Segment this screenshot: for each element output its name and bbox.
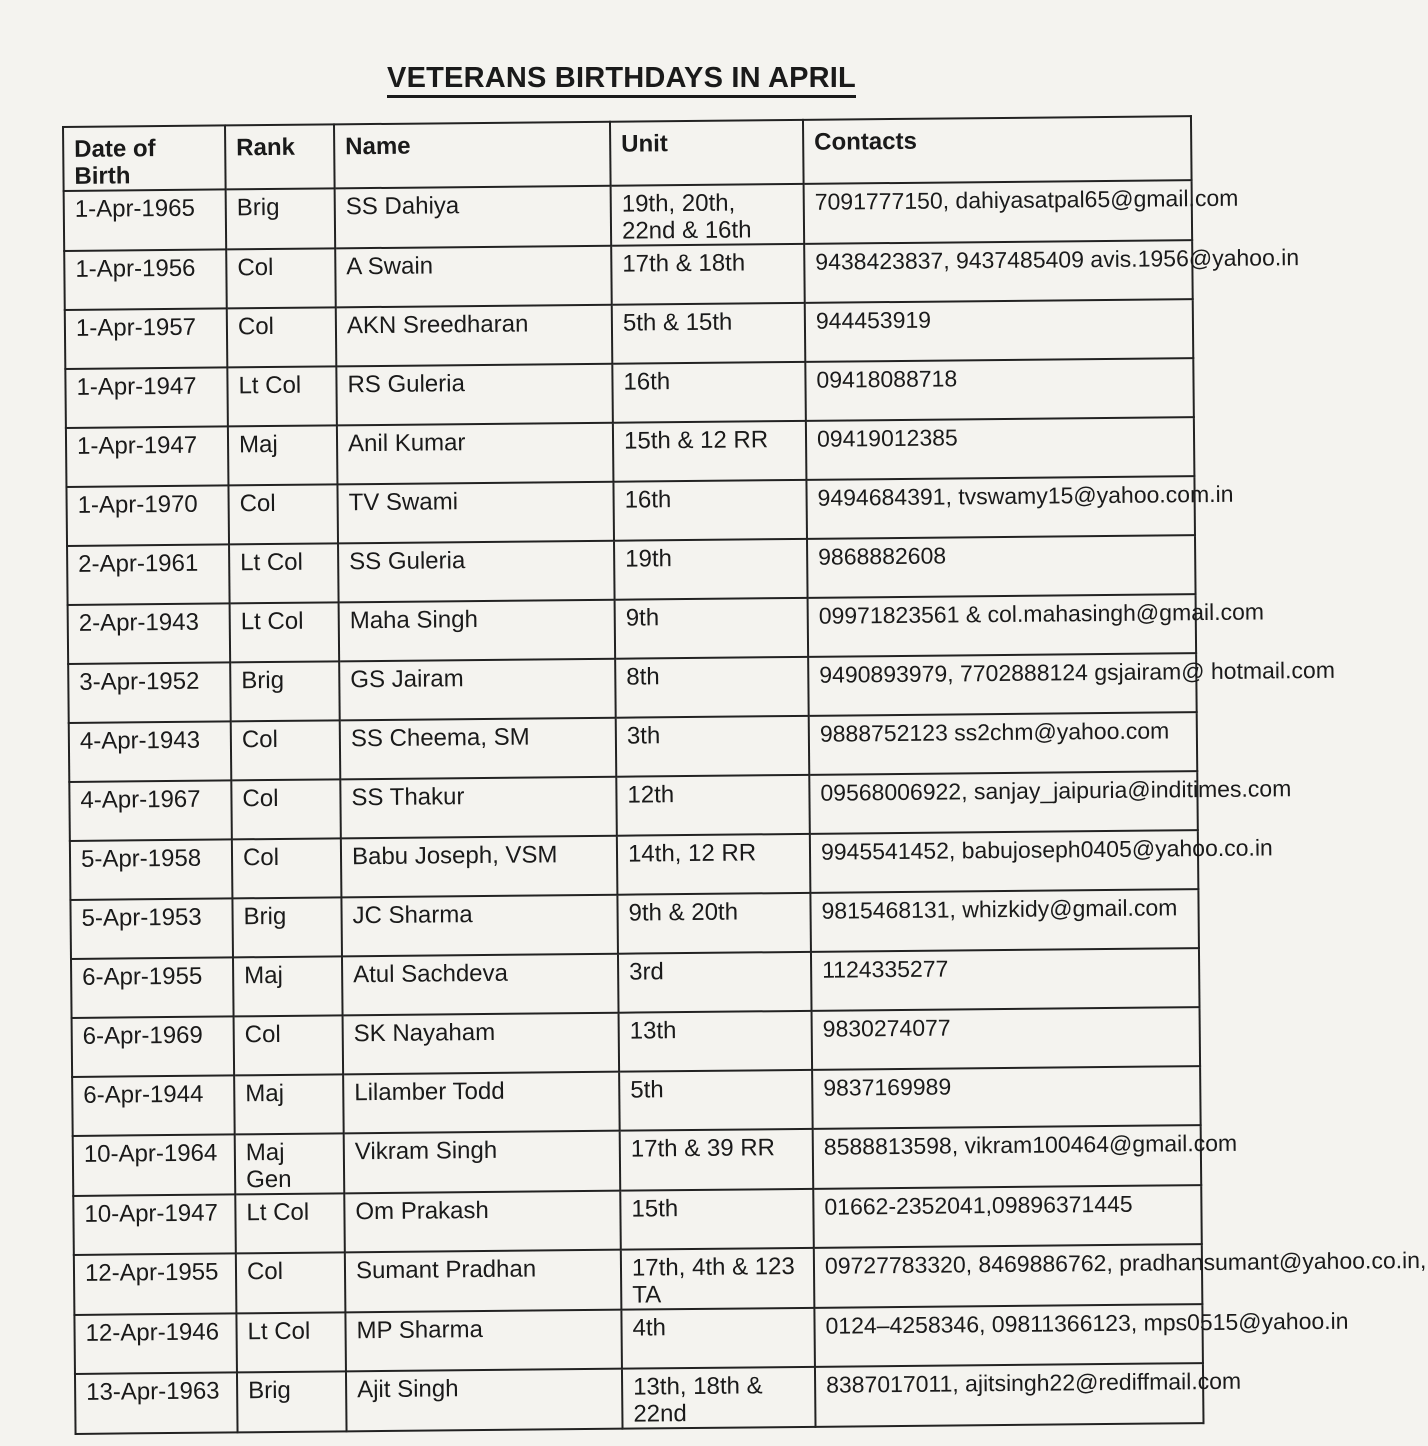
table-row (69, 771, 1198, 841)
cell-unit: 15th & 12 RR (613, 421, 807, 482)
cell-name: Babu Joseph, VSM (341, 836, 618, 898)
cell-dob: 6-Apr-1969 (72, 1016, 235, 1077)
table-row (72, 1007, 1201, 1077)
cell-contacts: 9945541452, babujoseph0405@yahoo.co.in (810, 830, 1199, 893)
cell-dob: 1-Apr-1970 (66, 485, 229, 546)
cell-rank: Brig (232, 897, 342, 957)
cell-dob: 3-Apr-1952 (68, 662, 231, 723)
cell-name: SS Thakur (340, 777, 617, 839)
cell-name: Atul Sachdeva (342, 954, 619, 1016)
table-row (74, 1304, 1203, 1374)
cell-name: Vikram Singh (344, 1131, 621, 1194)
cell-contacts: 9888752123 ss2chm@yahoo.com (809, 712, 1198, 775)
table-row (68, 594, 1197, 664)
cell-rank: Maj (233, 956, 343, 1016)
cell-rank: Brig (226, 188, 336, 249)
table-row (64, 180, 1193, 251)
cell-name: RS Guleria (336, 364, 613, 426)
cell-contacts: 7091777150, dahiyasatpal65@gmail.com (804, 180, 1193, 244)
cell-unit: 4th (621, 1308, 815, 1369)
cell-contacts: 1124335277 (811, 948, 1200, 1011)
cell-contacts: 9494684391, tvswamy15@yahoo.com.in (806, 476, 1195, 539)
cell-contacts: 944453919 (805, 299, 1194, 362)
cell-rank: Brig (237, 1371, 347, 1432)
cell-contacts: 9868882608 (807, 535, 1196, 598)
cell-contacts: 9490893979, 7702888124 gsjairam@ hotmail.com (808, 653, 1197, 716)
cell-contacts: 8588813598, vikram100464@gmail.com (813, 1125, 1202, 1189)
table-row (70, 889, 1199, 959)
cell-rank: Lt Col (236, 1312, 346, 1372)
table-row (65, 299, 1194, 369)
cell-name: GS Jairam (339, 659, 616, 721)
cell-rank: Col (234, 1015, 344, 1075)
table-row (66, 417, 1195, 487)
cell-unit: 16th (613, 480, 807, 541)
cell-dob: 1-Apr-1947 (65, 367, 228, 428)
cell-unit: 17th, 4th & 123 TA (621, 1248, 815, 1310)
cell-contacts: 09971823561 & col.mahasingh@gmail.com (808, 594, 1197, 657)
cell-rank: Col (236, 1252, 346, 1313)
cell-dob: 4-Apr-1943 (69, 721, 232, 782)
cell-unit: 3rd (618, 952, 812, 1013)
table-row (75, 1363, 1204, 1434)
cell-contacts: 09418088718 (805, 358, 1194, 421)
cell-contacts: 9830274077 (812, 1007, 1201, 1070)
header-name: Name (334, 122, 611, 189)
cell-dob: 13-Apr-1963 (75, 1372, 238, 1434)
table-row (69, 712, 1198, 782)
table-row (68, 653, 1197, 723)
cell-unit: 16th (612, 362, 806, 423)
page-title (0, 62, 1243, 95)
cell-rank: Col (232, 838, 342, 898)
header-dob: Date of Birth (63, 125, 226, 191)
cell-unit: 17th & 39 RR (620, 1129, 814, 1191)
cell-unit: 19th, 20th, 22nd & 16th (611, 184, 805, 246)
table-body (64, 180, 1427, 1434)
header-unit: Unit (610, 120, 804, 186)
cell-name: SS Dahiya (335, 186, 612, 249)
cell-rank: Col (227, 307, 337, 367)
birthday-table (62, 115, 1427, 1435)
cell-rank: Maj Gen (235, 1133, 345, 1194)
cell-rank: Lt Col (229, 543, 339, 603)
cell-name: AKN Sreedharan (336, 305, 613, 367)
cell-name: Anil Kumar (337, 423, 614, 485)
page-title-text: VETERANS BIRTHDAYS IN APRIL (387, 62, 856, 98)
cell-name: Om Prakash (344, 1191, 621, 1253)
cell-rank: Col (226, 248, 336, 308)
cell-unit: 17th & 18th (611, 244, 805, 305)
table-header-row (63, 116, 1192, 191)
cell-rank: Col (231, 720, 341, 780)
table-row (67, 535, 1196, 605)
cell-dob: 1-Apr-1956 (64, 249, 227, 310)
cell-name: Sumant Pradhan (345, 1250, 622, 1313)
cell-name: MP Sharma (345, 1310, 622, 1372)
cell-rank: Lt Col (235, 1193, 345, 1253)
cell-unit: 9th & 20th (617, 893, 811, 954)
cell-contacts: 0124–4258346, 09811366123, mps0515@yahoo.in (814, 1304, 1203, 1367)
cell-name: SK Nayaham (343, 1013, 620, 1075)
cell-contacts: 9438423837, 9437485409 avis.1956@yahoo.in (804, 240, 1193, 303)
cell-dob: 6-Apr-1944 (72, 1075, 235, 1136)
cell-contacts: 01662-2352041,09896371445 (813, 1185, 1202, 1248)
cell-unit: 19th (614, 539, 808, 600)
cell-dob: 12-Apr-1955 (74, 1253, 237, 1315)
cell-rank: Brig (230, 661, 340, 721)
cell-rank: Col (228, 484, 338, 544)
cell-dob: 2-Apr-1961 (67, 544, 230, 605)
cell-dob: 1-Apr-1947 (66, 426, 229, 487)
cell-dob: 1-Apr-1957 (65, 308, 228, 369)
cell-contacts: 09568006922, sanjay_jaipuria@inditimes.com (809, 771, 1198, 834)
table-row (65, 358, 1194, 428)
header-rank: Rank (225, 124, 335, 189)
cell-dob: 5-Apr-1953 (70, 898, 233, 959)
cell-contacts: 09419012385 (806, 417, 1195, 480)
cell-rank: Lt Col (230, 602, 340, 662)
cell-dob: 4-Apr-1967 (69, 780, 232, 841)
cell-rank: Maj (234, 1074, 344, 1134)
cell-unit: 5th (619, 1070, 813, 1131)
cell-contacts: 09727783320, 8469886762, pradhansumant@yahoo.co.in, (814, 1244, 1203, 1308)
table-row (64, 240, 1193, 310)
cell-contacts: 9837169989 (812, 1066, 1201, 1129)
cell-dob: 6-Apr-1955 (71, 957, 234, 1018)
cell-contacts: 9815468131, whizkidy@gmail.com (810, 889, 1199, 952)
cell-name: JC Sharma (341, 895, 618, 957)
cell-name: SS Cheema, SM (340, 718, 617, 780)
cell-dob: 1-Apr-1965 (64, 189, 227, 251)
cell-dob: 2-Apr-1943 (68, 603, 231, 664)
cell-unit: 14th, 12 RR (617, 834, 811, 895)
cell-dob: 5-Apr-1958 (70, 839, 233, 900)
cell-unit: 12th (616, 775, 810, 836)
table-row (73, 1125, 1202, 1196)
header-contacts: Contacts (803, 116, 1192, 184)
cell-name: Maha Singh (339, 600, 616, 662)
cell-name: A Swain (335, 246, 612, 308)
cell-unit: 3th (616, 716, 810, 777)
cell-dob: 12-Apr-1946 (74, 1313, 237, 1374)
cell-unit: 5th & 15th (612, 303, 806, 364)
cell-unit: 8th (615, 657, 809, 718)
cell-name: SS Guleria (338, 541, 615, 603)
cell-dob: 10-Apr-1964 (73, 1134, 236, 1196)
cell-dob: 10-Apr-1947 (73, 1194, 236, 1255)
cell-unit: 13th (619, 1011, 813, 1072)
cell-unit: 9th (615, 598, 809, 659)
table-row (70, 830, 1199, 900)
table-row (71, 948, 1200, 1018)
table-row (66, 476, 1195, 546)
cell-name: Lilamber Todd (343, 1072, 620, 1134)
table-row (72, 1066, 1201, 1136)
cell-rank: Maj (228, 425, 338, 485)
cell-rank: Lt Col (227, 366, 337, 426)
cell-name: TV Swami (337, 482, 614, 544)
cell-rank: Col (231, 779, 341, 839)
cell-unit: 15th (620, 1189, 814, 1250)
cell-unit: 13th, 18th & 22nd (622, 1367, 816, 1429)
table-row (74, 1244, 1203, 1315)
cell-name: Ajit Singh (346, 1369, 623, 1432)
table-row (73, 1185, 1202, 1255)
cell-contacts: 8387017011, ajitsingh22@rediffmail.com (815, 1363, 1204, 1427)
